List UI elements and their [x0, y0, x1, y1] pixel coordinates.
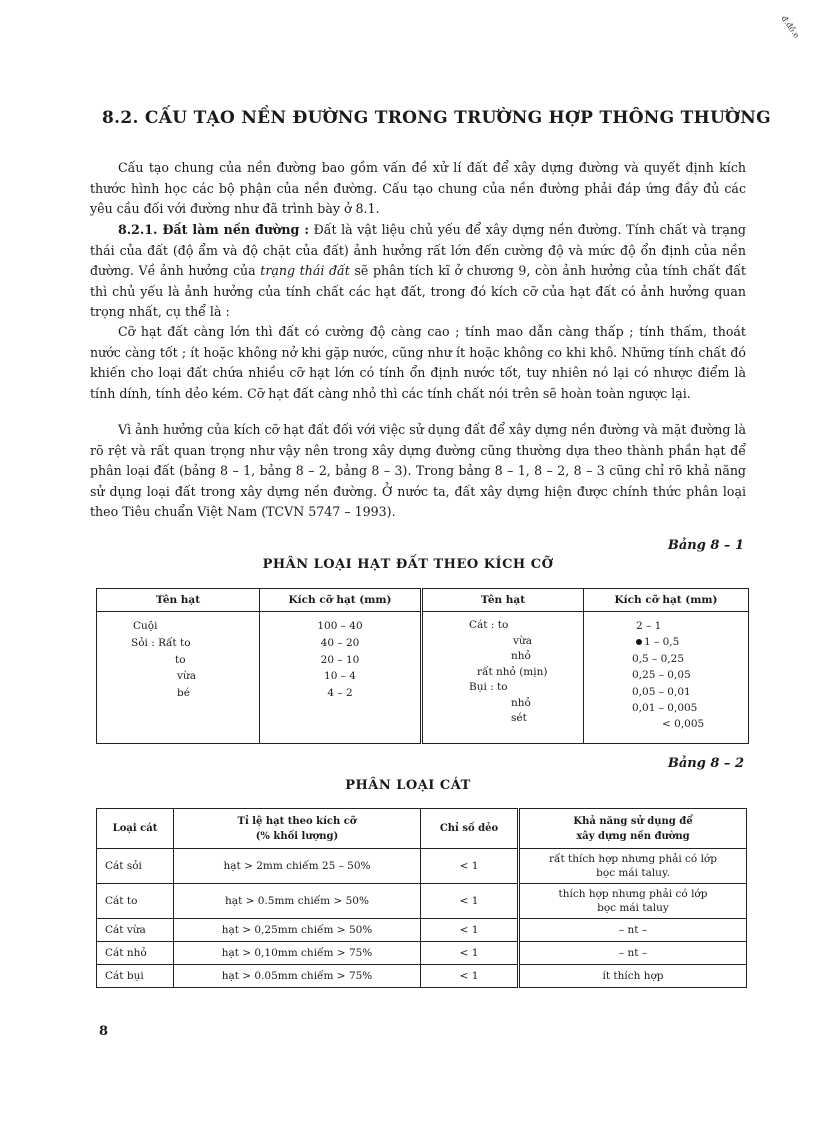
table2-header-use-line1: Khả năng sử dụng để [573, 815, 693, 827]
table2-header-row [97, 809, 747, 849]
table1-right-size [632, 634, 748, 650]
table1-header-size-left: Kích cỡ hạt (mm) [260, 589, 422, 612]
table2-cell-use: – nt – [519, 942, 747, 965]
table1-right-name: nhỏ [511, 650, 531, 662]
library-stamp: đ.đồ.e [779, 14, 802, 40]
table2-row [97, 919, 747, 942]
table2-cell-type: Cát sỏi [97, 849, 174, 884]
table1-right-size: 2 – 1 [636, 620, 662, 632]
table2-cell-ratio: hạt > 2mm chiếm 25 – 50% [174, 849, 421, 884]
table1-left-name: Sỏi : Rất to [131, 636, 191, 649]
page-number: 8 [99, 1024, 109, 1039]
table1-right-size-text: 1 – 0,5 [644, 636, 680, 649]
table2-row [97, 942, 747, 965]
table1-right-name: Cát : to [469, 619, 509, 631]
table2-cell-ratio: hạt > 0,25mm chiếm > 50% [174, 919, 421, 942]
table1-body-row [97, 612, 749, 744]
table2-cell-use-line2: bọc mái taluy. [596, 867, 670, 879]
table1-left-size: 40 – 20 [320, 636, 360, 649]
table2-header-type: Loại cát [97, 809, 174, 849]
table1-right-size: < 0,005 [662, 718, 705, 731]
table2-header-ratio-line1: Tỉ lệ hạt theo kích cỡ [237, 815, 357, 827]
table1-header-size-right: Kích cỡ hạt (mm) [584, 589, 749, 612]
classification-paragraph: Vì ảnh hưởng của kích cỡ hạt đất đối với việc sử dụng đất để xây dựng nền đường và mặt đường là rõ rệt và rất quan trọng như vậy nên trong xây dựng đường cũng thường dựa theo thành phần hạt để phân loại đất (bảng 8 – 1, bảng 8 – 2, bảng 8 – 3). Trong bảng 8 – 1, 8 – 2, 8 – 3 cũng chỉ rõ khả năng sử dụng loại đất trong xây dựng nền đường. Ở nước ta, đất xây dựng hiện được chính thức phân loại theo Tiêu chuẩn Việt Nam (TCVN 5747 – 1993). [90, 422, 746, 519]
table1-right-size: 0,5 – 0,25 [632, 652, 685, 665]
table1-right-name: sét [511, 712, 527, 724]
table1-left-size: 4 – 2 [327, 687, 353, 700]
table1-left-size: 20 – 10 [320, 653, 360, 666]
table2-cell-type: Cát vừa [97, 919, 174, 942]
table2-cell-use-line1: thích hợp nhưng phải có lớp [558, 888, 708, 900]
table2-cell-use-line2: bọc mái taluy [597, 902, 669, 914]
table2-cell-index: < 1 [421, 942, 519, 965]
table2-header-use-line2: xây dựng nền đường [576, 830, 690, 842]
intro-paragraph: Cấu tạo chung của nền đường bao gồm vấn đề xử lí đất để xây dựng đường và quyết định kích thước hình học các bộ phận của nền đường. Cấu tạo chung của nền đường phải đáp ứng đầy đủ các yêu cầu đối với đường như đã trình bày ở 8.1. [90, 160, 746, 216]
table2-cell-type: Cát nhỏ [97, 942, 174, 965]
table1-left-names [97, 612, 260, 744]
table2-row [97, 965, 747, 988]
table1-left-name: to [175, 653, 186, 666]
table1-right-size: 0,01 – 0,005 [632, 702, 698, 715]
table2-cell-use [519, 849, 747, 884]
table2-header-ratio-line2: (% khối lượng) [255, 830, 339, 842]
table2-caption: Bảng 8 – 2 [667, 756, 744, 771]
subsection-text-b: sẽ phân tích kĩ ở chương 9, còn ảnh hưởng của tính chất đất thì chủ yếu là ảnh hưởng của tính chất các hạt đất, trong đó kích cỡ của hạt đất có ảnh hưởng quan trọng nhất, cụ thể là : [90, 263, 746, 319]
bullet-dot-icon [636, 639, 642, 645]
table1-right-sizes [584, 612, 749, 744]
table2-cell-type: Cát to [97, 884, 174, 919]
table2-cell-use-line1: rất thích hợp nhưng phải có lớp [549, 853, 717, 865]
sand-classification-table [96, 808, 747, 988]
table1-right-name: rất nhỏ (mịn) [477, 665, 548, 678]
table2-cell-index: < 1 [421, 965, 519, 988]
table1-right-size: 0,05 – 0,01 [632, 685, 691, 698]
table2-cell-type: Cát bụi [97, 965, 174, 988]
subsection-heading: 8.2.1. Đất làm nền đường : [118, 222, 309, 237]
table1-left-size: 100 – 40 [317, 620, 363, 632]
table2-cell-use [519, 884, 747, 919]
table1-right-name: vừa [513, 634, 532, 647]
table1-left-size: 10 – 4 [324, 670, 356, 683]
table1-right-names [422, 612, 584, 744]
section-8-2-1-paragraph [90, 220, 746, 323]
table1-header-row [97, 589, 749, 612]
table1-left-name: Cuội [133, 620, 158, 632]
table1-header-name-left: Tên hạt [97, 589, 260, 612]
table2-cell-index: < 1 [421, 884, 519, 919]
subsection-text-a: Đất là vật liệu chủ yếu để xây dựng nền đường. Tính chất và trạng thái của đất (độ ẩm và độ chặt của đất) ảnh hưởng rất lớn đến cường độ và mức độ ổn định của nền đường. Về ảnh hưởng của [90, 222, 746, 278]
table1-left-name: bé [177, 687, 190, 700]
table2-title: PHÂN LOẠI CÁT [345, 778, 471, 793]
table2-cell-use: – nt – [519, 919, 747, 942]
table2-header-index: Chỉ số dẻo [421, 809, 519, 849]
grain-size-paragraph: Cỡ hạt đất càng lớn thì đất có cường độ càng cao ; tính mao dẫn càng thấp ; tính thấm, thoát nước càng tốt ; ít hoặc không nở khi gặp nước, cũng như ít hoặc không co khi khô. Những tính chất đó khiến cho loại đất chứa nhiều cỡ hạt lớn có tính ổn định nước tốt, tuy nhiên nó lại có nhược điểm là tính dính, tính dẻo kém. Cỡ hạt đất càng nhỏ thì các tính chất nói trên sẽ hoàn toàn ngược lại. [90, 324, 746, 401]
table2-row [97, 849, 747, 884]
table1-title: PHÂN LOẠI HẠT ĐẤT THEO KÍCH CỠ [262, 557, 554, 572]
table1-right-name: nhỏ [511, 696, 531, 709]
table2-cell-ratio: hạt > 0,10mm chiếm > 75% [174, 942, 421, 965]
table2-cell-index: < 1 [421, 849, 519, 884]
table1-caption: Bảng 8 – 1 [667, 538, 744, 553]
table1-left-name: vừa [177, 670, 196, 683]
table2-header-use [519, 809, 747, 849]
table2-cell-use: ít thích hợp [519, 965, 747, 988]
grain-size-table [96, 588, 749, 744]
section-title: 8.2. CẤU TẠO NỀN ĐƯỜNG TRONG TRƯỜNG HỢP THÔNG THƯỜNG [102, 108, 771, 128]
table2-cell-ratio: hạt > 0.5mm chiếm > 50% [174, 884, 421, 919]
table2-cell-index: < 1 [421, 919, 519, 942]
table1-right-name: Bụi : to [469, 681, 508, 693]
table2-header-ratio [174, 809, 421, 849]
table2-cell-ratio: hạt > 0.05mm chiếm > 75% [174, 965, 421, 988]
subsection-italic-term: trạng thái đất [260, 263, 350, 278]
table1-left-sizes [260, 612, 422, 744]
table2-row [97, 884, 747, 919]
table1-header-name-right: Tên hạt [422, 589, 584, 612]
table1-right-size: 0,25 – 0,05 [632, 669, 691, 682]
